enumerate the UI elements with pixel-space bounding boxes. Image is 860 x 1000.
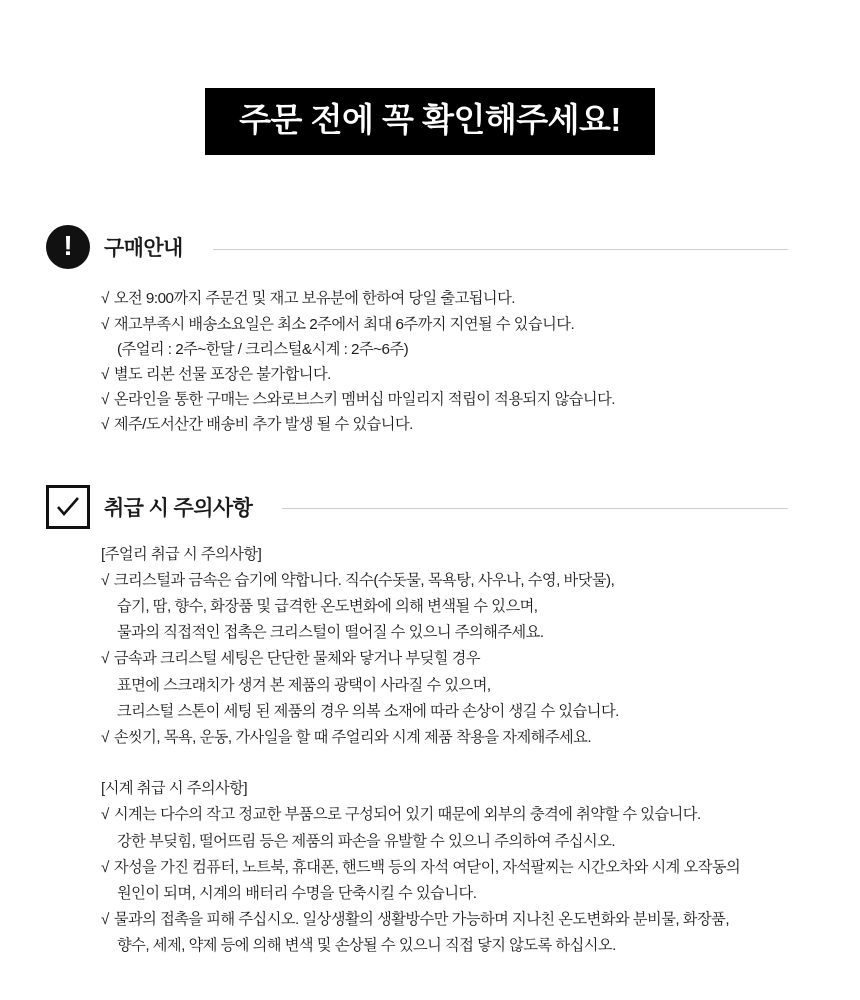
section-divider: [282, 508, 788, 509]
check-mark-icon: √: [101, 416, 109, 434]
notice-text: 자성을 가진 컴퓨터, 노트북, 휴대폰, 핸드백 등의 자석 여닫이, 자석팔찌는 시간오차와 시계 오작동의: [113, 858, 741, 876]
notice-line: [101, 807, 788, 822]
section-purchase-guide: [0, 225, 860, 432]
check-mark-icon: √: [101, 728, 109, 746]
notice-text: 강한 부딪힘, 떨어뜨림 등은 제품의 파손을 유발할 수 있으니 주의하여 주십시오.: [117, 832, 616, 850]
notice-text: 제주/도서산간 배송비 추가 발생 될 수 있습니다.: [113, 416, 413, 434]
section-title: 취급 시 주의사항: [104, 496, 253, 520]
check-mark-icon: √: [101, 806, 109, 824]
checkmark-square-icon: [46, 485, 90, 529]
section-header: [46, 225, 788, 269]
notice-text: 오전 9:00까지 주문건 및 재고 보유분에 한하여 당일 출고됩니다.: [113, 290, 515, 308]
notice-text: 향수, 세제, 약제 등에 의해 변색 및 손상될 수 있으니 직접 닿지 않도록 하십시오.: [117, 937, 616, 955]
notice-line: [101, 573, 788, 588]
notice-line: [101, 912, 788, 927]
check-mark-icon: √: [101, 315, 109, 333]
notice-line: [101, 860, 788, 875]
notice-line: [101, 599, 788, 614]
notice-text: 물과의 접촉을 피해 주십시오. 일상생활의 생활방수만 가능하며 지나친 온도변화와 분비물, 화장품,: [113, 911, 730, 929]
notice-line: [101, 730, 788, 745]
notice-line: [101, 678, 788, 693]
notice-text: (주얼리 : 2주~한달 / 크리스털&시계 : 2주~6주): [117, 340, 409, 358]
notice-line: [101, 625, 788, 640]
notice-line: [101, 938, 788, 953]
notice-line: [101, 317, 788, 332]
notice-text: 물과의 직접적인 접촉은 크리스털이 떨어질 수 있으니 주의해주세요.: [117, 624, 544, 642]
section-body: [46, 547, 788, 954]
notice-line: [101, 342, 788, 357]
check-mark-icon: √: [101, 571, 109, 589]
notice-text: 습기, 땀, 향수, 화장품 및 급격한 온도변화에 의해 변색될 수 있으며,: [117, 597, 538, 615]
section-title: 구매안내: [104, 237, 183, 261]
notice-text: 손씻기, 목욕, 운동, 가사일을 할 때 주얼리와 시계 제품 착용을 자제해주세요.: [113, 728, 592, 746]
notice-line: [101, 291, 788, 306]
notice-text: 온라인을 통한 구매는 스와로브스키 멤버십 마일리지 적립이 적용되지 않습니다.: [113, 391, 615, 409]
notice-line: [101, 367, 788, 382]
section-body: [46, 291, 788, 432]
check-mark-icon: √: [101, 911, 109, 929]
page-title: 주문 전에 꼭 확인해주세요!: [205, 88, 655, 155]
check-mark-icon: √: [101, 650, 109, 668]
notice-text: 원인이 되며, 시계의 배터리 수명을 단축시킬 수 있습니다.: [117, 884, 477, 902]
section-header: [46, 485, 788, 529]
notice-text: 별도 리본 선물 포장은 불가합니다.: [113, 365, 331, 383]
check-mark-icon: √: [101, 391, 109, 409]
notice-line: [101, 417, 788, 432]
notice-text: 표면에 스크래치가 생겨 본 제품의 광택이 사라질 수 있으며,: [117, 676, 491, 694]
notice-line: [101, 392, 788, 407]
notice-line: [101, 651, 788, 666]
banner-container: [0, 0, 860, 155]
notice-text: 크리스털과 금속은 습기에 약합니다. 직수(수돗물, 목욕탕, 사우나, 수영, 바닷물),: [113, 571, 615, 589]
notice-subheading: [시계 취급 시 주의사항]: [101, 780, 248, 798]
notice-text: 크리스털 스톤이 세팅 된 제품의 경우 의복 소재에 따라 손상이 생길 수 있습니다.: [117, 702, 619, 720]
notice-text: 재고부족시 배송소요일은 최소 2주에서 최대 6주까지 지연될 수 있습니다.: [113, 315, 575, 333]
notice-subheading: [주얼리 취급 시 주의사항]: [101, 545, 262, 563]
check-mark-icon: √: [101, 858, 109, 876]
check-mark-icon: √: [101, 365, 109, 383]
notice-spacer: [101, 756, 788, 770]
section-divider: [213, 249, 788, 250]
section-handling-precautions: [0, 485, 860, 954]
notice-line: [101, 834, 788, 849]
notice-line: [101, 704, 788, 719]
check-mark-icon: √: [101, 290, 109, 308]
exclamation-circle-icon: !: [46, 225, 90, 269]
notice-text: 시계는 다수의 작고 정교한 부품으로 구성되어 있기 때문에 외부의 충격에 취약할 수 있습니다.: [113, 806, 701, 824]
notice-text: 금속과 크리스털 세팅은 단단한 물체와 닿거나 부딪힐 경우: [113, 650, 480, 668]
notice-line: [101, 886, 788, 901]
